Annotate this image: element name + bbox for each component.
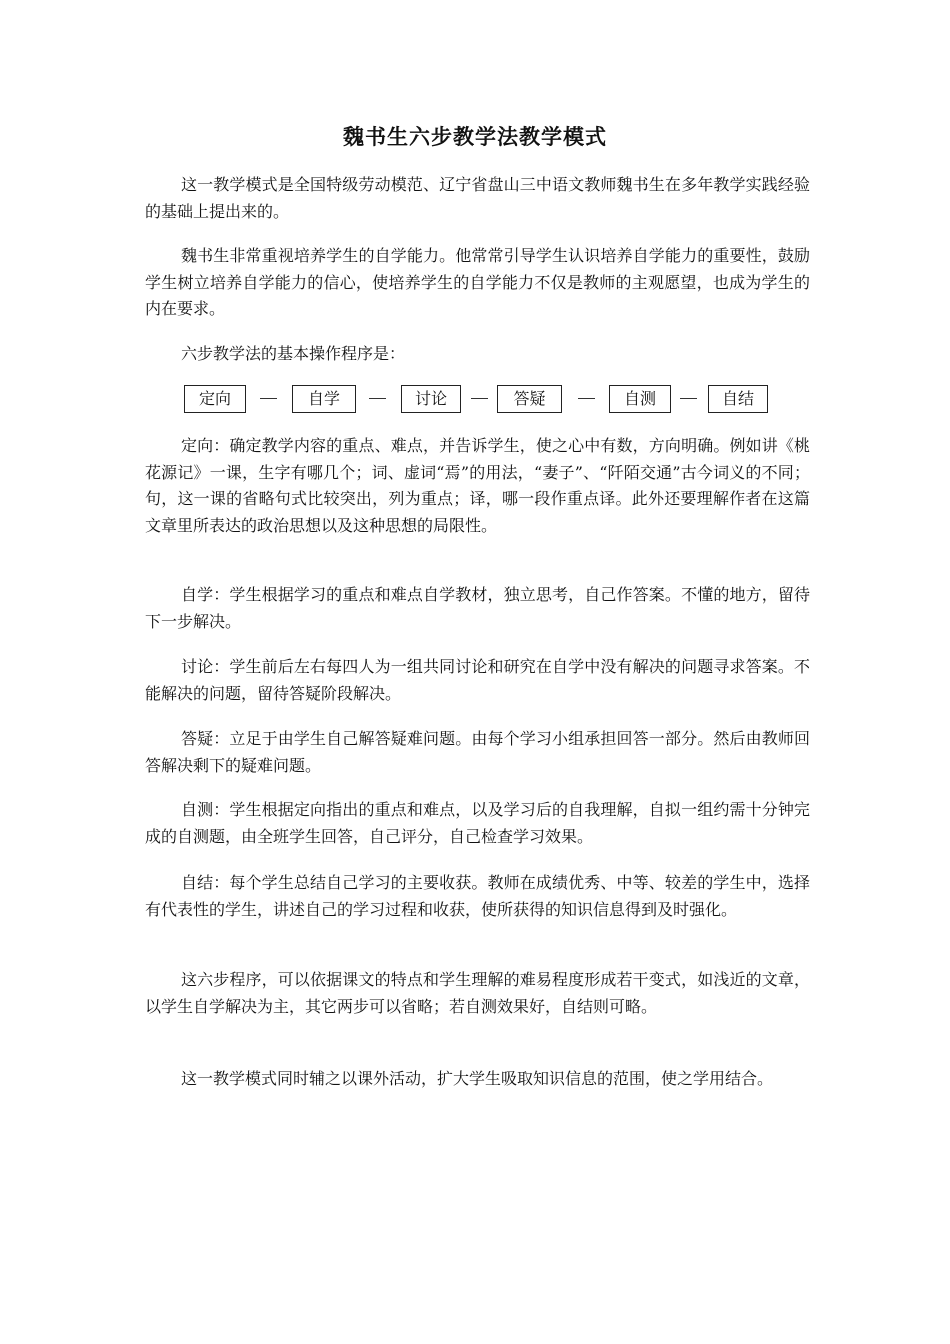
step-connector (260, 398, 277, 399)
step-box-taolun: 讨论 (401, 385, 461, 413)
step-box-dayi: 答疑 (497, 385, 562, 413)
step-connector (369, 398, 386, 399)
dayi-paragraph: 答疑：立足于由学生自己解答疑难问题。由每个学习小组承担回答一部分。然后由教师回答解决剩下的疑难问题。 (145, 729, 810, 775)
zijie-paragraph: 自结：每个学生总结自己学习的主要收获。教师在成绩优秀、中等、较差的学生中，选择有代表性的学生，讲述自己的学习过程和收获，使所获得的知识信息得到及时强化。 (145, 873, 810, 919)
procedure-intro-paragraph: 六步教学法的基本操作程序是： (181, 344, 406, 363)
step-box-dingxiang: 定向 (184, 385, 246, 413)
closing-paragraph: 这一教学模式同时辅之以课外活动，扩大学生吸取知识信息的范围，使之学用结合。 (181, 1069, 774, 1088)
taolun-paragraph: 讨论：学生前后左右每四人为一组共同讨论和研究在自学中没有解决的问题寻求答案。不能解决的问题，留待答疑阶段解决。 (145, 657, 810, 703)
six-step-flow (0, 385, 950, 417)
dingxiang-paragraph: 定向：确定教学内容的重点、难点，并告诉学生，使之心中有数，方向明确。例如讲《桃花源记》一课，生字有哪几个；词、虚词“焉”的用法，“妻子”、“阡陌交通”古今词义的不同；句，这一课的省略句式比较突出，列为重点；译，哪一段作重点译。此外还要理解作者在这篇文章里所表达的政治思想以及这种思想的局限性。 (145, 436, 810, 535)
emphasis-paragraph: 魏书生非常重视培养学生的自学能力。他常常引导学生认识培养自学能力的重要性，鼓励学生树立培养自学能力的信心，使培养学生的自学能力不仅是教师的主观愿望，也成为学生的内在要求。 (145, 246, 810, 318)
step-connector (680, 398, 697, 399)
step-box-zice: 自测 (609, 385, 671, 413)
step-connector (471, 398, 488, 399)
step-box-zixue: 自学 (292, 385, 356, 413)
step-connector (578, 398, 595, 399)
document-title: 魏书生六步教学法教学模式 (343, 124, 607, 149)
step-box-zijie: 自结 (708, 385, 768, 413)
intro-paragraph: 这一教学模式是全国特级劳动模范、辽宁省盘山三中语文教师魏书生在多年教学实践经验的基础上提出来的。 (145, 175, 810, 221)
zixue-paragraph: 自学：学生根据学习的重点和难点自学教材，独立思考，自己作答案。不懂的地方，留待下一步解决。 (145, 585, 810, 631)
variants-paragraph: 这六步程序，可以依据课文的特点和学生理解的难易程度形成若干变式，如浅近的文章，以学生自学解决为主，其它两步可以省略；若自测效果好，自结则可略。 (145, 970, 810, 1016)
zice-paragraph: 自测：学生根据定向指出的重点和难点，以及学习后的自我理解，自拟一组约需十分钟完成的自测题，由全班学生回答，自己评分，自己检查学习效果。 (145, 800, 810, 846)
